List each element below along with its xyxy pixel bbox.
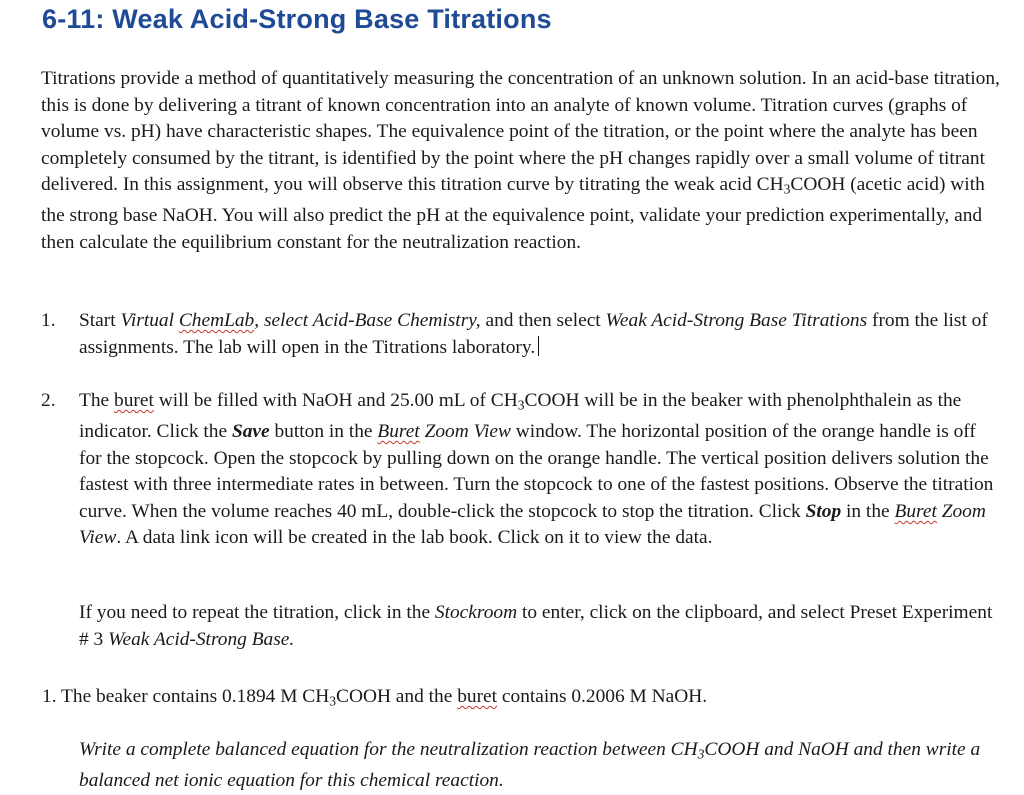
spellcheck-word: buret [457,686,498,707]
step-1-number: 1. [41,310,56,331]
step-1-text: Start Virtual ChemLab, select Acid-Base Chemistry, and then select Weak Acid-Strong Base Titrations from the list of assignments. The lab will open in the Titrations laboratory. [79,310,988,358]
question-1-prompt: Write a complete balanced equation for the neutralization reaction between $CH_3COOH$ and NaOH and then write a balanced net ionic equation for this chemical reaction. [79,739,981,791]
page-title: 6-11: Weak Acid-Strong Base Titrations [42,4,552,34]
repeat-note: If you need to repeat the titration, click in the Stockroom to enter, click on the clipboard, and select Preset Experiment # 3 Weak Acid-Strong Base. [79,602,993,650]
spellcheck-word: ChemLab [178,310,255,331]
step-2-text: The buret will be filled with NaOH and 25.00 mL of $CH_3COOH$ will be in the beaker with phenolphthalein as the indicator. Click the Save button in the Buret Zoom View window. The horizontal position of the orange handle is off for the stopcock. Open the stopcock by pulling down on the orange handle. The vertical position delivers solution the fastest with three intermediate rates in between. Turn the stopcock to one of the fastest positions. Observe the titration curve. When the volume reaches 40 mL, double-click the stopcock to stop the titration. Click Stop in the Buret Zoom View. A data link icon will be created in the lab book. Click on it to view the data. [79,390,994,549]
spellcheck-word: Buret [377,420,420,442]
intro-paragraph: Titrations provide a method of quantitatively measuring the concentration of an unknown solution. In an acid-base titration, this is done by delivering a titrant of known concentration into an analyte of known volume. Titration curves (graphs of volume vs. pH) have characteristic shapes. The equivalence point of the titration, or the point where the analyte has been completely consumed by the titrant, is identified by the point where the pH changes rapidly over a small volume of titrant delivered. In this assignment, you will observe this titration curve by titrating the weak acid $CH_3COOH$ (acetic acid) with the strong base NaOH. You will also predict the pH at the equivalence point, validate your prediction experimentally, and then calculate the equilibrium constant for the neutralization reaction. [41,68,1000,253]
text-cursor [538,336,539,356]
step-1 [41,308,1001,361]
spellcheck-word: buret [114,390,154,411]
question-1: 1. The beaker contains 0.1894 M $CH_3COOH$ and the buret contains 0.2006 M NaOH. [42,686,708,709]
spellcheck-word: Buret [894,500,937,522]
step-2 [41,388,1001,552]
step-2-number: 2. [41,390,56,411]
